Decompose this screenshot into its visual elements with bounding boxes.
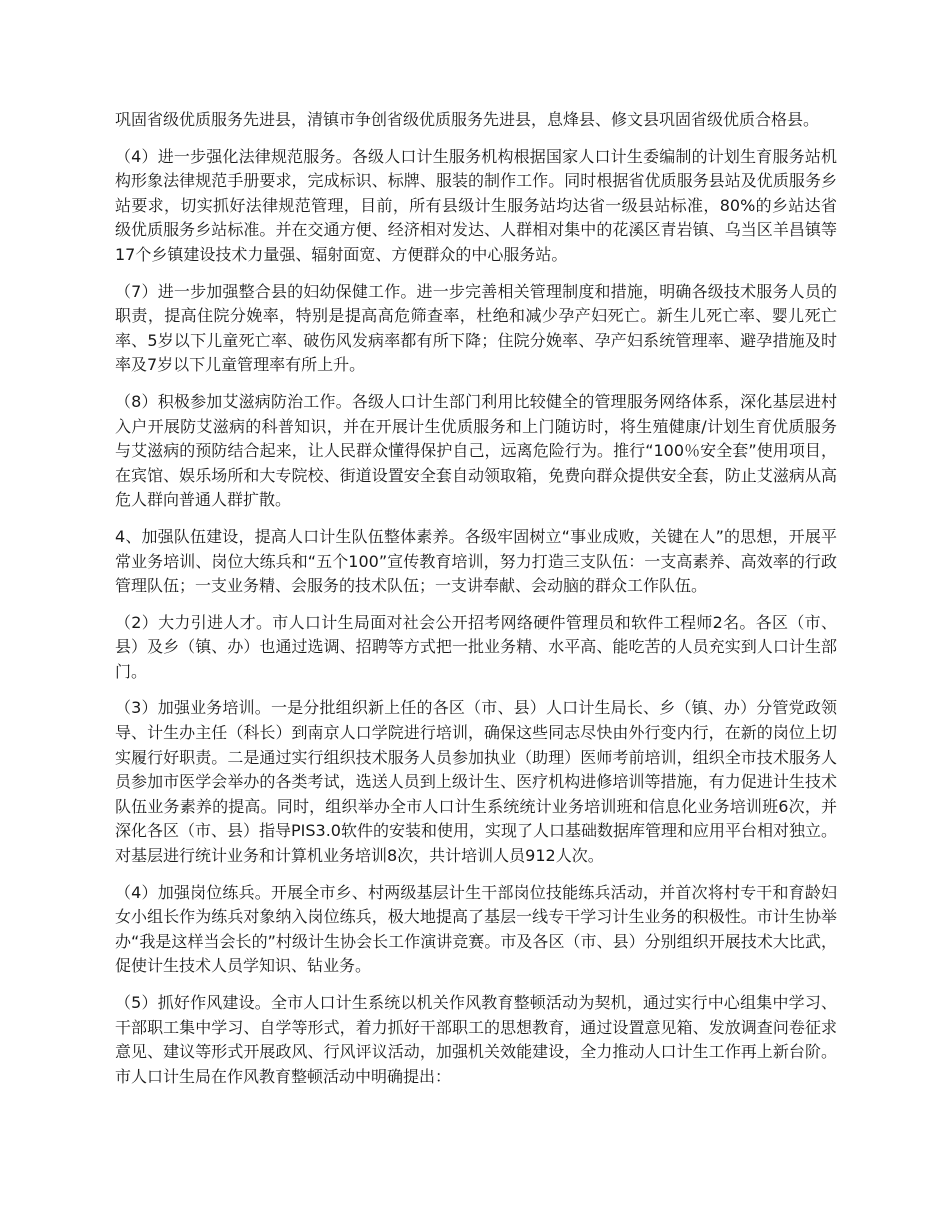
paragraph-6: （2）大力引进人才。市人口计生局面对社会公开招考网络硬件管理员和软件工程师2名。各区（市、县）及乡（镇、办）也通过选调、招聘等方式把一批业务精、水平高、能吃苦的人员充实到人口计生部门。 — [115, 612, 837, 681]
paragraph-4: （8）积极参加艾滋病防治工作。各级人口计生部门利用比较健全的管理服务网络体系，深化基层进村入户开展防艾滋病的科普知识，并在开展计生优质服务和上门随访时，将生殖健康/计划生育优质服务与艾滋病的预防结合起来，让人民群众懂得保护自己，远离危险行为。推行“100％安全套”使用项目，在宾馆、娱乐场所和大专院校、街道设置安全套自动领取箱，免费向群众提供安全套，防止艾滋病从高危人群向普通人群扩散。 — [115, 391, 837, 510]
paragraph-3: （7）进一步加强整合县的妇幼保健工作。进一步完善相关管理制度和措施，明确各级技术服务人员的职责，提高住院分娩率，特别是提高高危筛查率，杜绝和减少孕产妇死亡。新生儿死亡率、婴儿死亡率、5岁以下儿童死亡率、破伤风发病率都有所下降；住院分娩率、孕产妇系统管理率、避孕措施及时率及7岁以下儿童管理率有所上升。 — [115, 281, 837, 375]
document-page — [115, 108, 837, 1101]
paragraph-9: （5）抓好作风建设。全市人口计生系统以机关作风教育整顿活动为契机，通过实行中心组集中学习、干部职工集中学习、自学等形式，着力抓好干部职工的思想教育，通过设置意见箱、发放调查问卷征求意见、建议等形式开展政风、行风评议活动，加强机关效能建设，全力推动人口计生工作再上新台阶。市人口计生局在作风教育整顿活动中明确提出： — [115, 993, 837, 1086]
paragraph-7: （3）加强业务培训。一是分批组织新上任的各区（市、县）人口计生局长、乡（镇、办）分管党政领导、计生办主任（科长）到南京人口学院进行培训，确保这些同志尽快由外行变内行，在新的岗位上切实履行好职责。二是通过实行组织技术服务人员参加执业（助理）医师考前培训，组织全市技术服务人员参加市医学会举办的各类考试，选送人员到上级计生、医疗机构进修培训等措施，有力促进计生技术队伍业务素养的提高。同时，组织举办全市人口计生系统统计业务培训班和信息化业务培训班6次，并深化各区（市、县）指导PIS3.0软件的安装和使用，实现了人口基础数据库管理和应用平台相对独立。对基层进行统计业务和计算机业务培训8次，共计培训人员912人次。 — [115, 698, 837, 866]
paragraph-1: 巩固省级优质服务先进县，清镇市争创省级优质服务先进县，息烽县、修文县巩固省级优质合格县。 — [115, 110, 820, 129]
paragraph-2: （4）进一步强化法律规范服务。各级人口计生服务机构根据国家人口计生委编制的计划生育服务站机构形象法律规范手册要求，完成标识、标牌、服装的制作工作。同时根据省优质服务县站及优质服务乡站要求，切实抓好法律规范管理，目前，所有县级计生服务站均达省一级县站标准，80%的乡站达省级优质服务乡站标准。并在交通方便、经济相对发达、人群相对集中的花溪区青岩镇、乌当区羊昌镇等17个乡镇建设技术力量强、辐射面宽、方便群众的中心服务站。 — [115, 146, 837, 264]
paragraph-5: 4、加强队伍建设，提高人口计生队伍整体素养。各级牢固树立“事业成败，关键在人”的思想，开展平常业务培训、岗位大练兵和“五个100”宣传教育培训，努力打造三支队伍：一支高素养、高效率的行政管理队伍；一支业务精、会服务的技术队伍；一支讲奉献、会动脑的群众工作队伍。 — [115, 526, 837, 596]
paragraph-8: （4）加强岗位练兵。开展全市乡、村两级基层计生干部岗位技能练兵活动，并首次将村专干和育龄妇女小组长作为练兵对象纳入岗位练兵，极大地提高了基层一线专干学习计生业务的积极性。市计生协举办“我是这样当会长的”村级计生协会长工作演讲竞赛。市及各区（市、县）分别组织开展技术大比武，促使计生技术人员学知识、钻业务。 — [115, 882, 837, 976]
